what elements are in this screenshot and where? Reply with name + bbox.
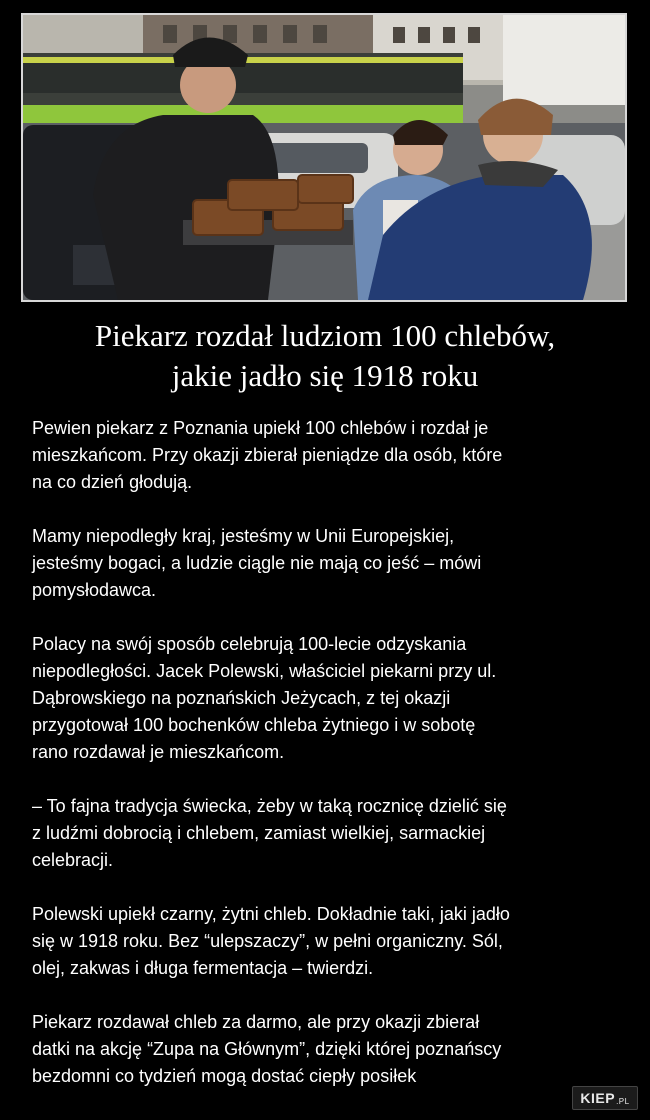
- text-line: przygotował 100 bochenków chleba żytniego i w sobotę: [32, 715, 476, 735]
- article-paragraph: [32, 631, 632, 766]
- text-line: celebracji.: [32, 850, 114, 870]
- article-body: [32, 415, 632, 1117]
- article-paragraph: [32, 901, 632, 982]
- text-line: pomysłodawca.: [32, 580, 157, 600]
- text-line: Polewski upiekł czarny, żytni chleb. Dokładnie taki, jaki jadło: [32, 904, 510, 924]
- text-line: Piekarz rozdawał chleb za darmo, ale przy okazji zbierał: [32, 1012, 480, 1032]
- article-photo: [21, 13, 627, 302]
- text-line: na co dzień głodują.: [32, 472, 193, 492]
- text-line: Mamy niepodległy kraj, jesteśmy w Unii Europejskiej,: [32, 526, 455, 546]
- photo-illustration: [23, 15, 625, 300]
- headline-line-1: Piekarz rozdał ludziom 100 chlebów,: [94, 318, 556, 353]
- article-headline: [0, 316, 650, 396]
- text-line: bezdomni co tydzień mogą dostać ciepły posiłek: [32, 1066, 417, 1086]
- article-paragraph: [32, 793, 632, 874]
- text-line: Polacy na swój sposób celebrują 100-lecie odzyskania: [32, 634, 467, 654]
- text-line: – To fajna tradycja świecka, żeby w taką rocznicę dzielić się: [32, 796, 507, 816]
- watermark-suffix: .PL: [616, 1096, 630, 1106]
- text-line: jesteśmy bogaci, a ludzie ciągle nie mają co jeść – mówi: [32, 553, 482, 573]
- text-line: Pewien piekarz z Poznania upiekł 100 chlebów i rozdał je: [32, 418, 489, 438]
- text-line: niepodległości. Jacek Polewski, właściciel piekarni przy ul.: [32, 661, 497, 681]
- text-line: Dąbrowskiego na poznańskich Jeżycach, z tej okazji: [32, 688, 451, 708]
- text-line: olej, zakwas i długa fermentacja – twierdzi.: [32, 958, 374, 978]
- text-line: z ludźmi dobrocią i chlebem, zamiast wielkiej, sarmackiej: [32, 823, 486, 843]
- headline-line-2: jakie jadło się 1918 roku: [171, 358, 479, 393]
- article-paragraph: [32, 1009, 632, 1090]
- article-paragraph: [32, 523, 632, 604]
- site-watermark-logo: [572, 1086, 638, 1110]
- text-line: datki na akcję “Zupa na Głównym”, dzięki której poznańscy: [32, 1039, 502, 1059]
- watermark-main: KIEP: [580, 1090, 616, 1106]
- text-line: mieszkańcom. Przy okazji zbierał pieniądze dla osób, które: [32, 445, 503, 465]
- text-line: rano rozdawał je mieszkańcom.: [32, 742, 285, 762]
- text-line: się w 1918 roku. Bez “ulepszaczy”, w pełni organiczny. Sól,: [32, 931, 503, 951]
- article-paragraph: [32, 415, 632, 496]
